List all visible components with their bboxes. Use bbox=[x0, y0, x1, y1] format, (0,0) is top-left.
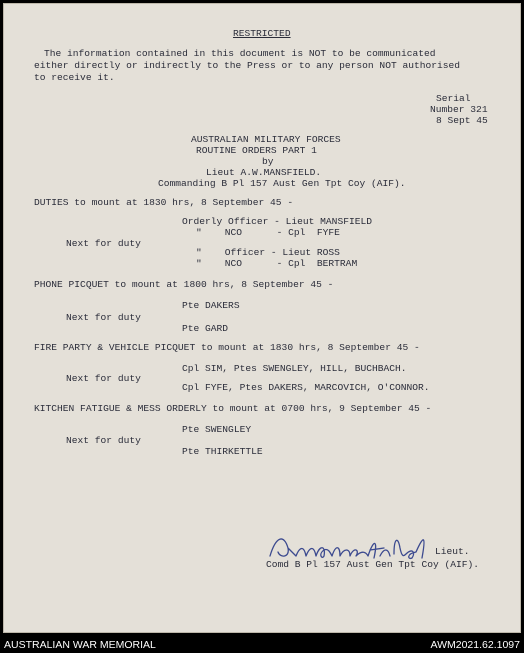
title-line-3: by bbox=[262, 156, 274, 167]
title-line-1: AUSTRALIAN MILITARY FORCES bbox=[191, 134, 341, 145]
notice-line-1: The information contained in this document is NOT to be communicated bbox=[44, 48, 436, 59]
fire-party-heading: FIRE PARTY & VEHICLE PICQUET to mount at 1830 hrs, 8 September 45 - bbox=[34, 342, 420, 353]
footer-accession-number: AWM2021.62.1097 bbox=[430, 639, 520, 651]
fire-party-duty: Cpl SIM, Ptes SWENGLEY, HILL, BUCHBACH. bbox=[182, 363, 407, 374]
signature-appointment: Comd B Pl 157 Aust Gen Tpt Coy (AIF). bbox=[266, 559, 480, 570]
serial-number: Number 321 bbox=[430, 104, 488, 115]
kitchen-fatigue-next: Pte THIRKETTLE bbox=[182, 446, 263, 457]
duties-next-label: Next for duty bbox=[66, 238, 141, 249]
notice-line-3: to receive it. bbox=[34, 72, 115, 83]
kitchen-fatigue-next-label: Next for duty bbox=[66, 435, 141, 446]
notice-line-2: either directly or indirectly to the Press or to any person NOT authorised bbox=[34, 60, 461, 71]
classification-heading: RESTRICTED bbox=[233, 28, 291, 39]
phone-picquet-heading: PHONE PICQUET to mount at 1800 hrs, 8 September 45 - bbox=[34, 279, 334, 290]
document-sheet bbox=[3, 3, 521, 633]
serial-date: 8 Sept 45 bbox=[436, 115, 488, 126]
title-line-2: ROUTINE ORDERS PART 1 bbox=[196, 145, 317, 156]
title-line-5: Commanding B Pl 157 Aust Gen Tpt Coy (AIF). bbox=[158, 178, 406, 189]
signature-rank: Lieut. bbox=[435, 546, 470, 557]
phone-picquet-duty: Pte DAKERS bbox=[182, 300, 240, 311]
duties-line-3: " Officer - Lieut ROSS bbox=[196, 247, 340, 258]
title-line-4: Lieut A.W.MANSFIELD. bbox=[206, 167, 322, 178]
fire-party-next-label: Next for duty bbox=[66, 373, 141, 384]
duties-heading: DUTIES to mount at 1830 hrs, 8 September 45 - bbox=[34, 197, 294, 208]
fire-party-next: Cpl FYFE, Ptes DAKERS, MARCOVICH, O'CONNOR. bbox=[182, 382, 430, 393]
duties-line-1: Orderly Officer - Lieut MANSFIELD bbox=[182, 216, 372, 227]
duties-line-4: " NCO - Cpl BERTRAM bbox=[196, 258, 358, 269]
phone-picquet-next-label: Next for duty bbox=[66, 312, 141, 323]
footer-institution: AUSTRALIAN WAR MEMORIAL bbox=[4, 639, 156, 651]
kitchen-fatigue-heading: KITCHEN FATIGUE & MESS ORDERLY to mount at 0700 hrs, 9 September 45 - bbox=[34, 403, 432, 414]
kitchen-fatigue-duty: Pte SWENGLEY bbox=[182, 424, 252, 435]
duties-line-2: " NCO - Cpl FYFE bbox=[196, 227, 340, 238]
serial-label: Serial bbox=[436, 93, 471, 104]
phone-picquet-next: Pte GARD bbox=[182, 323, 229, 334]
